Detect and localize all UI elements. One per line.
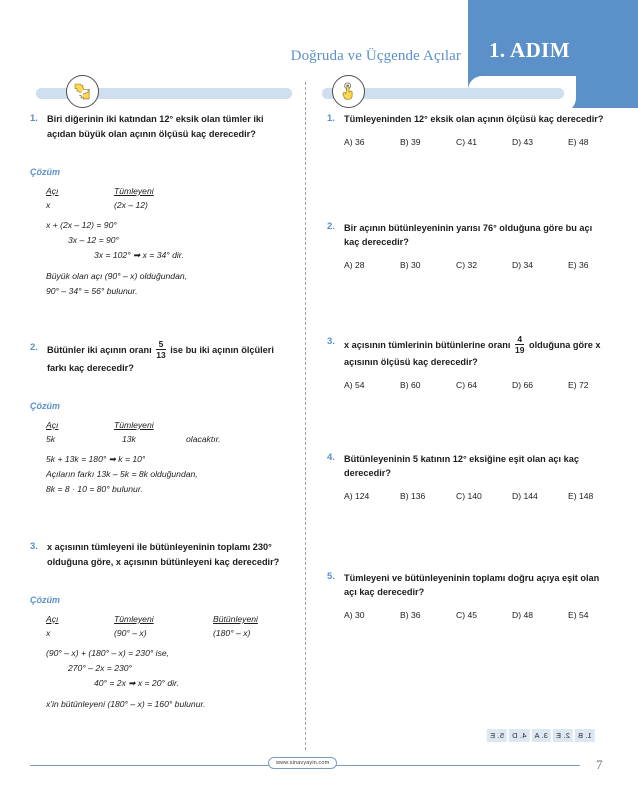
choice-e[interactable]: E) 148 bbox=[568, 490, 594, 501]
question-number: 1. bbox=[30, 112, 38, 124]
pointing-hand-tap-icon bbox=[332, 75, 365, 108]
solution-label: Çözüm bbox=[30, 167, 60, 177]
question-text-before: x açısının tümlerinin bütünlerine oranı bbox=[344, 339, 511, 350]
right-column bbox=[327, 112, 607, 620]
solution-note: x'in bütünleyeni (180° – x) = 160° bulunur. bbox=[46, 699, 206, 709]
solution-step: 5k + 13k = 180° ➡ k = 10° bbox=[46, 454, 146, 464]
choice-c[interactable]: C) 32 bbox=[456, 259, 478, 270]
solution-step: (90° – x) + (180° – x) = 230° ise, bbox=[46, 648, 170, 658]
solution-value-cell: 5k bbox=[46, 434, 56, 444]
solution-note: Büyük olan açı (90° – x) olduğundan, bbox=[46, 271, 188, 281]
choice-e[interactable]: E) 54 bbox=[568, 609, 589, 620]
choice-b[interactable]: B) 36 bbox=[400, 609, 421, 620]
solution-header-cell: Tümleyeni bbox=[114, 420, 154, 430]
question-text-before: Bütünler iki açının oranı bbox=[47, 345, 152, 356]
solution-label: Çözüm bbox=[30, 595, 60, 605]
left-question-3 bbox=[30, 540, 292, 712]
solution-step: 40° = 2x ➡ x = 20° dir. bbox=[94, 678, 179, 688]
answer-key bbox=[487, 729, 595, 742]
choice-d[interactable]: D) 144 bbox=[512, 490, 538, 501]
question-number: 3. bbox=[327, 336, 335, 347]
choice-c[interactable]: C) 140 bbox=[456, 490, 482, 501]
solution-note: 8k = 8 · 10 = 80° bulunur. bbox=[46, 484, 143, 494]
choice-c[interactable]: C) 45 bbox=[456, 609, 478, 620]
solution-body bbox=[30, 184, 292, 299]
solution-value-cell: x bbox=[46, 200, 51, 210]
pointing-hand-glyph bbox=[338, 81, 359, 102]
solution-table bbox=[46, 418, 292, 446]
question-text: Tümleyeninden 12° eksik olan açının ölçüsü kaç derecedir? bbox=[344, 114, 604, 124]
question-text-after: ise bu iki açının ölçüleri farkı kaç derecedir? bbox=[47, 345, 274, 373]
column-divider bbox=[305, 82, 306, 750]
fraction-numerator: 4 bbox=[517, 333, 523, 344]
question-number: 5. bbox=[327, 571, 335, 582]
page-header bbox=[0, 0, 638, 112]
question-text: Biri diğerinin iki katından 12° eksik olan tümler iki açıdan büyük olan açının ölçüsü kaç derecedir? bbox=[47, 114, 264, 139]
fraction-numerator: 5 bbox=[158, 339, 164, 349]
answer-key-item: 4. D bbox=[509, 729, 529, 742]
choice-b[interactable]: B) 39 bbox=[400, 136, 421, 147]
choice-a[interactable]: A) 28 bbox=[344, 259, 365, 270]
choice-list bbox=[327, 260, 607, 270]
solution-header-cell: Tümleyeni bbox=[114, 614, 154, 624]
solution-value-cell: (2x – 12) bbox=[114, 200, 148, 210]
question-text: x açısının tümleyeni ile bütünleyeninin toplamı 230° olduğuna göre, x açısının bütünleyeni kaç derecedir? bbox=[47, 542, 280, 567]
step-label: 1. ADIM bbox=[489, 38, 570, 62]
solution-step: x + (2x – 12) = 90° bbox=[46, 220, 117, 230]
right-question-2 bbox=[327, 221, 607, 270]
solution-value-cell: (180° – x) bbox=[213, 628, 251, 638]
choice-list bbox=[327, 380, 607, 390]
choice-d[interactable]: D) 66 bbox=[512, 379, 534, 390]
choice-a[interactable]: A) 30 bbox=[344, 609, 365, 620]
choice-d[interactable]: D) 43 bbox=[512, 136, 534, 147]
solution-label: Çözüm bbox=[30, 401, 60, 411]
choice-list bbox=[327, 610, 607, 620]
answer-key-item: 1. B bbox=[575, 729, 595, 742]
right-question-1 bbox=[327, 112, 607, 147]
choice-d[interactable]: D) 34 bbox=[512, 259, 534, 270]
question-number: 2. bbox=[327, 221, 335, 232]
answer-key-item: 5. E bbox=[487, 729, 507, 742]
fraction-denominator: 19 bbox=[514, 344, 525, 355]
answer-key-item: 2. E bbox=[553, 729, 573, 742]
left-question-1 bbox=[30, 112, 292, 299]
solution-header-cell: Açı bbox=[46, 420, 59, 430]
choice-b[interactable]: B) 60 bbox=[400, 379, 421, 390]
choice-e[interactable]: E) 36 bbox=[568, 259, 589, 270]
choice-list bbox=[327, 491, 607, 501]
question-number: 1. bbox=[327, 112, 335, 124]
solution-value-cell: x bbox=[46, 628, 51, 638]
solution-note: 90° – 34° = 56° bulunur. bbox=[46, 286, 138, 296]
solution-header-cell: Bütünleyeni bbox=[213, 614, 258, 624]
solution-body bbox=[30, 418, 292, 497]
choice-d[interactable]: D) 48 bbox=[512, 609, 534, 620]
solution-note: Açıların farkı 13k – 5k = 8k olduğundan, bbox=[46, 469, 198, 479]
puzzle-piece-icon bbox=[66, 75, 99, 108]
right-question-5 bbox=[327, 571, 607, 620]
question-number: 3. bbox=[30, 540, 38, 552]
solution-body bbox=[30, 612, 292, 712]
choice-c[interactable]: C) 41 bbox=[456, 136, 478, 147]
choice-list bbox=[327, 137, 607, 147]
question-number: 4. bbox=[327, 452, 335, 463]
choice-e[interactable]: E) 72 bbox=[568, 379, 589, 390]
question-text bbox=[344, 333, 607, 370]
left-column bbox=[30, 112, 292, 712]
question-text bbox=[47, 341, 292, 375]
answer-key-item: 3. A bbox=[531, 729, 551, 742]
page-title: Doğruda ve Üçgende Açılar bbox=[290, 48, 461, 64]
choice-b[interactable]: B) 136 bbox=[400, 490, 426, 501]
solution-value-cell: (90° – x) bbox=[114, 628, 147, 638]
solution-header-cell: Açı bbox=[46, 614, 59, 624]
question-text: Tümleyeni ve bütünleyeninin toplamı doğru açıya eşit olan açı kaç derecedir? bbox=[344, 572, 600, 597]
choice-a[interactable]: A) 36 bbox=[344, 136, 365, 147]
solution-step: 3x = 102° ➡ x = 34° dir. bbox=[94, 250, 184, 260]
question-text-after: olduğuna göre x açısının ölçüsü kaç derecedir? bbox=[344, 339, 601, 367]
choice-a[interactable]: A) 124 bbox=[344, 490, 370, 501]
left-question-2 bbox=[30, 341, 292, 497]
fraction bbox=[156, 340, 165, 360]
choice-c[interactable]: C) 64 bbox=[456, 379, 478, 390]
question-text: Bir açının bütünleyeninin yarısı 76° olduğuna göre bu açı kaç derecedir? bbox=[344, 222, 593, 247]
solution-step: 3x – 12 = 90° bbox=[68, 235, 119, 245]
fraction-denominator: 13 bbox=[156, 350, 166, 360]
footer-website-url[interactable]: www.sinavyayin.com bbox=[268, 757, 337, 769]
fraction bbox=[515, 335, 524, 355]
page-number: 7 bbox=[596, 757, 603, 772]
solution-header-cell: Tümleyeni bbox=[114, 186, 154, 196]
solution-header-cell: Açı bbox=[46, 186, 59, 196]
solution-table bbox=[46, 612, 292, 640]
right-question-3 bbox=[327, 333, 607, 390]
question-text: Bütünleyeninin 5 katının 12° eksiğine eşit olan açı kaç derecedir? bbox=[344, 453, 579, 478]
choice-e[interactable]: E) 48 bbox=[568, 136, 589, 147]
choice-a[interactable]: A) 54 bbox=[344, 379, 365, 390]
choice-b[interactable]: B) 30 bbox=[400, 259, 421, 270]
question-number: 2. bbox=[30, 341, 38, 353]
solution-table bbox=[46, 184, 292, 212]
solution-value-cell: olacaktır. bbox=[186, 434, 221, 444]
puzzle-piece-glyph bbox=[72, 81, 93, 102]
solution-value-cell: 13k bbox=[122, 434, 136, 444]
solution-step: 270° – 2x = 230° bbox=[68, 663, 132, 673]
right-question-4 bbox=[327, 452, 607, 501]
